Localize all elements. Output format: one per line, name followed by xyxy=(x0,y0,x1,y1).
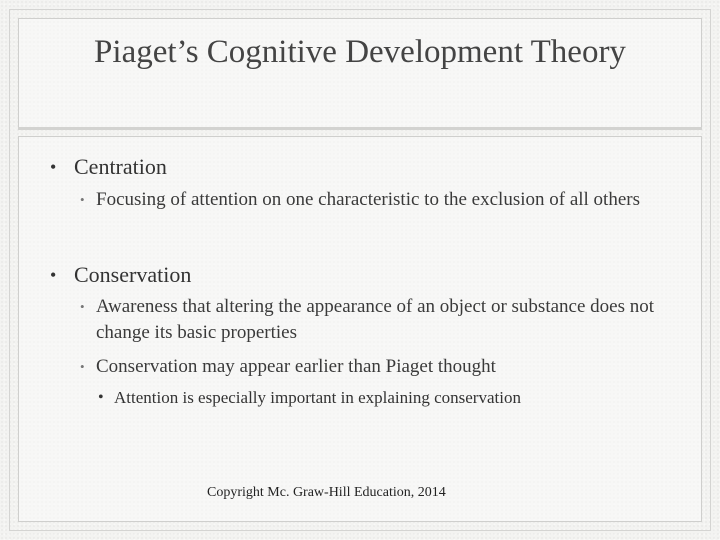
bullet-text: Attention is especially important in explaining conservation xyxy=(114,388,521,407)
title-divider xyxy=(18,127,702,130)
bullet-marker: • xyxy=(80,299,85,314)
sub-bullet-conservation-definition xyxy=(80,294,680,346)
bullet-text: Centration xyxy=(74,154,167,179)
bullet-conservation xyxy=(50,261,670,289)
sub-sub-bullet-attention xyxy=(98,386,688,410)
slide-title: Piaget’s Cognitive Development Theory xyxy=(94,34,626,70)
bullet-marker: • xyxy=(80,192,85,207)
bullet-marker: • xyxy=(98,389,104,406)
sub-bullet-centration-definition xyxy=(80,187,680,213)
sub-bullet-conservation-earlier xyxy=(80,354,680,380)
bullet-marker: • xyxy=(50,265,57,285)
bullet-marker: • xyxy=(80,359,85,374)
bullet-centration xyxy=(50,153,670,181)
bullet-text: Awareness that altering the appearance of an object or substance does not change its basic properties xyxy=(96,296,655,343)
bullet-marker: • xyxy=(50,157,57,177)
bullet-text: Conservation may appear earlier than Piaget thought xyxy=(96,356,496,377)
copyright-footer: Copyright Mc. Graw-Hill Education, 2014 xyxy=(207,485,446,500)
bullet-text: Conservation xyxy=(74,262,192,287)
bullet-text: Focusing of attention on one characteristic to the exclusion of all others xyxy=(96,189,640,210)
